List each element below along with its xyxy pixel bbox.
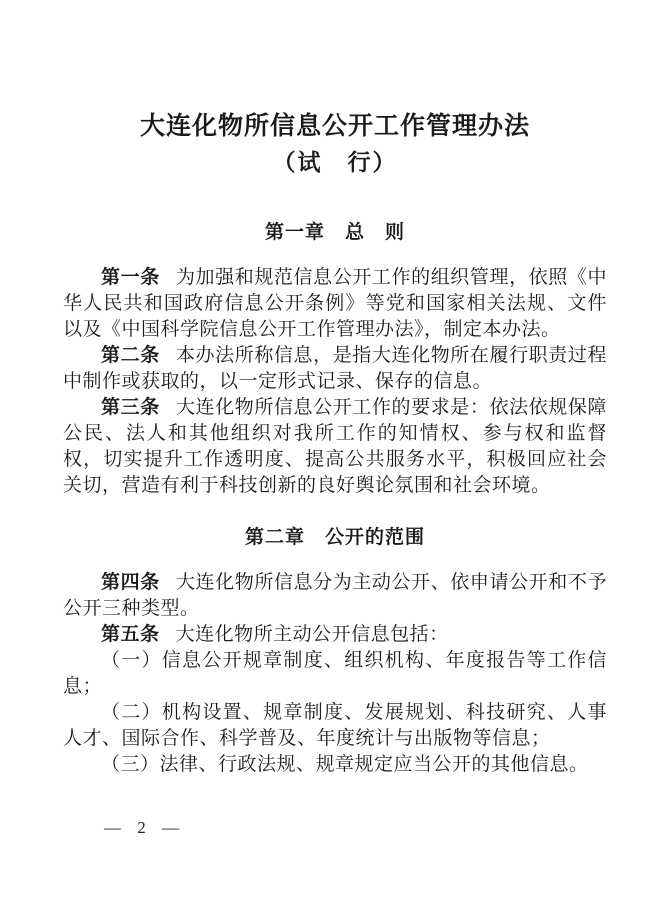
article-5-text: 大连化物所主动公开信息包括： xyxy=(175,624,449,645)
document-content xyxy=(63,0,607,778)
chapter-1-heading: 第一章 总 则 xyxy=(264,222,405,243)
article-2-paragraph xyxy=(63,343,607,395)
list-item-3: （三）法律、行政法规、规章规定应当公开的其他信息。 xyxy=(101,754,589,775)
article-3-label: 第三条 xyxy=(101,397,160,418)
article-1-label: 第一条 xyxy=(101,267,160,288)
document-subtitle: （试 行） xyxy=(272,150,398,175)
article-5-paragraph xyxy=(63,622,607,648)
article-5-label: 第五条 xyxy=(101,624,160,645)
document-title: 大连化物所信息公开工作管理办法 xyxy=(139,113,530,140)
article-3-paragraph xyxy=(63,395,607,499)
article-4-label: 第四条 xyxy=(101,572,160,593)
article-4-paragraph xyxy=(63,570,607,622)
article-1-paragraph xyxy=(63,265,607,343)
chapter-2-heading: 第二章 公开的范围 xyxy=(244,527,425,548)
article-4-text: 大连化物所信息分为主动公开、依申请公开和不予公开三种类型。 xyxy=(63,572,607,619)
article-3-text: 大连化物所信息公开工作的要求是：依法依规保障公民、法人和其他组织对我所工作的知情权、参与权和监督权，切实提升工作透明度、提高公共服务水平，积极回应社会关切，营造有利于科技创新的良好舆论氛围和社会环境。 xyxy=(63,397,607,496)
article-2-text: 本办法所称信息，是指大连化物所在履行职责过程中制作或获取的，以一定形式记录、保存的信息。 xyxy=(63,345,607,392)
list-item-2: （二）机构设置、规章制度、发展规划、科技研究、人事人才、国际合作、科学普及、年度统计与出版物等信息； xyxy=(63,702,607,749)
page-number: — 2 — xyxy=(104,818,182,837)
article-1-text: 为加强和规范信息公开工作的组织管理，依照《中华人民共和国政府信息公开条例》等党和国家相关法规、文件以及《中国科学院信息公开工作管理办法》，制定本办法。 xyxy=(63,267,607,340)
list-item-1: （一）信息公开规章制度、组织机构、年度报告等工作信息； xyxy=(63,650,607,697)
article-2-label: 第二条 xyxy=(101,345,160,366)
